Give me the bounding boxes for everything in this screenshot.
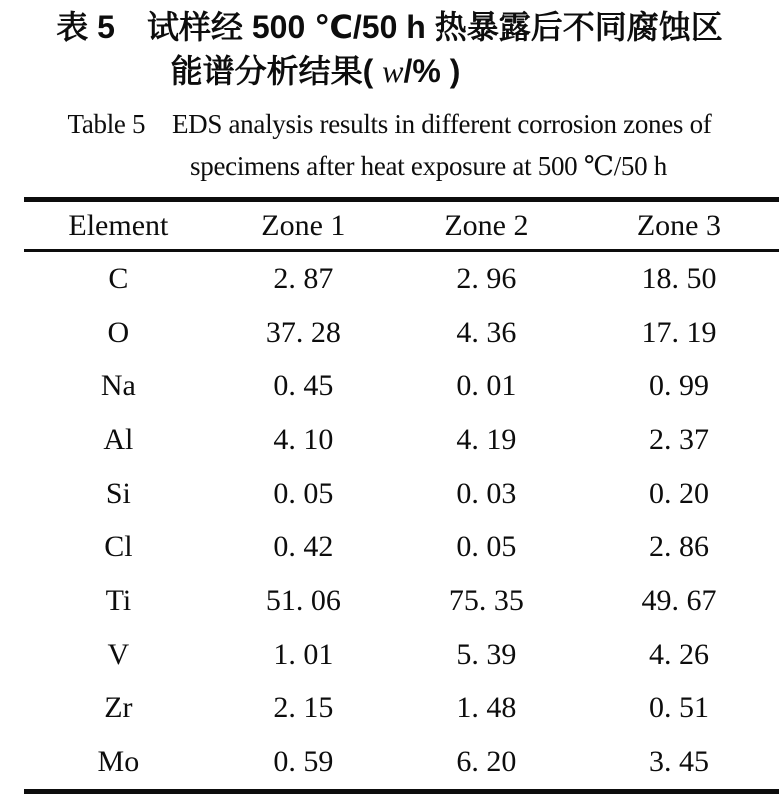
zone2-cell: 5. 39 [456, 637, 517, 671]
zone1-cell: 51. 06 [265, 584, 341, 618]
zone2-cell: 6. 20 [456, 745, 517, 779]
caption-cn-line2-prefix: 能谱分析结果( [170, 53, 383, 89]
zone2-cell: 75. 35 [448, 584, 524, 618]
zone3-cell: 2. 37 [648, 422, 709, 456]
mass-fraction-symbol: w [382, 53, 404, 89]
zone2-cell: 0. 03 [456, 476, 517, 510]
table-row [24, 628, 779, 682]
zone2-cell: 0. 05 [456, 530, 517, 564]
zone3-cell: 2. 86 [648, 530, 709, 564]
zone1-cell: 1. 01 [273, 637, 334, 671]
element-cell: Na [100, 369, 136, 403]
zone3-cell: 0. 51 [648, 691, 709, 725]
zone3-cell: 4. 26 [648, 637, 709, 671]
element-cell: Zr [104, 691, 133, 725]
element-cell: C [108, 261, 129, 295]
zone2-cell: 4. 36 [456, 315, 517, 349]
caption-cn-line2-suffix: /% ) [403, 53, 461, 89]
zone1-cell: 0. 05 [273, 476, 334, 510]
caption-en-line2: specimens after heat exposure at 500 ℃/50 h [190, 151, 667, 181]
zone1-cell: 0. 59 [273, 745, 334, 779]
element-cell: Cl [104, 530, 133, 564]
table-row [24, 682, 779, 736]
caption-cn-line2 [0, 52, 705, 90]
zone3-cell: 18. 50 [641, 261, 717, 295]
zone3-cell: 0. 99 [648, 369, 709, 403]
zone1-cell: 2. 15 [273, 691, 334, 725]
element-cell: V [107, 637, 130, 671]
column-header-element: Element [68, 208, 169, 242]
zone3-cell: 49. 67 [641, 584, 717, 618]
element-cell: Mo [97, 745, 140, 779]
element-cell: Ti [105, 584, 132, 618]
table-row [24, 306, 779, 360]
zone2-cell: 2. 96 [456, 261, 517, 295]
table-row [24, 574, 779, 628]
table-row [24, 467, 779, 521]
column-header-zone3: Zone 3 [636, 208, 721, 242]
table-header-row [24, 202, 779, 249]
element-cell: O [107, 315, 130, 349]
zone2-cell: 1. 48 [456, 691, 517, 725]
element-cell: Al [103, 422, 134, 456]
column-header-zone2: Zone 2 [444, 208, 529, 242]
zone3-cell: 0. 20 [648, 476, 709, 510]
table-row [24, 521, 779, 575]
table-row [24, 735, 779, 789]
table-body [24, 252, 779, 789]
zone2-cell: 0. 01 [456, 369, 517, 403]
table-bottom-rule [24, 789, 779, 794]
zone1-cell: 4. 10 [273, 422, 334, 456]
zone1-cell: 2. 87 [273, 261, 334, 295]
caption-cn-line1: 表 5 试样经 500 ℃/50 h 热暴露后不同腐蚀区 [56, 9, 723, 45]
table-row [24, 413, 779, 467]
zone1-cell: 37. 28 [265, 315, 341, 349]
element-cell: Si [105, 476, 131, 510]
table-row [24, 252, 779, 306]
table-row [24, 359, 779, 413]
zone1-cell: 0. 45 [273, 369, 334, 403]
caption-en-line1: Table 5 EDS analysis results in different corrosion zones of [67, 109, 712, 139]
zone3-cell: 3. 45 [648, 745, 709, 779]
zone1-cell: 0. 42 [273, 530, 334, 564]
zone2-cell: 4. 19 [456, 422, 517, 456]
zone3-cell: 17. 19 [641, 315, 717, 349]
column-header-zone1: Zone 1 [261, 208, 346, 242]
